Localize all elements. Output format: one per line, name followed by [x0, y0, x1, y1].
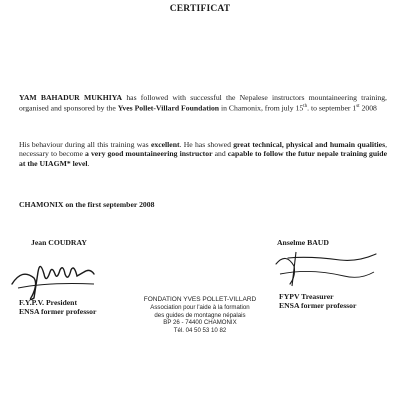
stamp-line-4: BP 26 - 74400 CHAMONIX: [163, 319, 237, 327]
behaviour-paragraph: [19, 140, 387, 168]
training-text-4: 2008: [359, 103, 377, 113]
superscript-th: th: [303, 104, 308, 110]
right-signatory-name: Anselme BAUD: [277, 238, 329, 247]
stamp-line-3: des guides de montagne népalais: [154, 311, 246, 319]
right-handwritten-signature: [270, 246, 380, 288]
stamp-line-2: Association pour l'aide à la formation: [150, 303, 250, 311]
training-paragraph: [19, 93, 387, 113]
left-signatory-role: [19, 298, 96, 317]
instructor-phrase: a very good mountaineering instructor: [85, 149, 213, 159]
training-text-3: . to september 1: [307, 103, 357, 113]
stamp-line-5: Tél. 04 50 53 10 82: [173, 327, 227, 335]
foundation-stamp: [134, 296, 266, 335]
left-role-line-1: F.Y.P.V. President: [19, 298, 78, 307]
behaviour-text-5: .: [87, 158, 90, 168]
trainee-name: YAM BAHADUR MUKHIYA: [19, 93, 123, 102]
right-role-line-1: FYPV Treasurer: [279, 292, 334, 301]
behaviour-text-3: , necessary to become: [19, 140, 387, 159]
left-signatory-name: Jean COUDRAY: [31, 238, 87, 247]
training-text-2: in Chamonix, from july 15: [219, 103, 304, 113]
left-role-line-2: ENSA former professor: [19, 307, 97, 317]
behaviour-text-4: and: [212, 149, 228, 159]
right-role-line-2: ENSA former professor: [279, 301, 357, 311]
behaviour-text-1: His behaviour during all this training was: [19, 140, 151, 149]
superscript-st: st: [356, 104, 360, 110]
capable-phrase: capable to follow the futur nepale training guide at the UIAGM* level: [19, 149, 387, 168]
foundation-name: Yves Pollet-Villard Foundation: [117, 103, 220, 113]
qualities-phrase: great technical, physical and humain qualities: [233, 140, 386, 149]
place-and-date: CHAMONIX on the first september 2008: [19, 200, 155, 209]
excellent-word: excellent: [150, 140, 180, 149]
behaviour-text-2: . He has showed: [179, 140, 234, 149]
certificate-title: CERTIFICAT: [169, 4, 231, 14]
stamp-line-1: FONDATION YVES POLLET-VILLARD: [143, 296, 257, 303]
training-text-1: has followed with successful the Nepalese instructors mountaineering training, organised and sponsored by the: [19, 93, 387, 113]
right-signatory-role: [279, 292, 356, 311]
left-handwritten-signature: [8, 244, 98, 304]
